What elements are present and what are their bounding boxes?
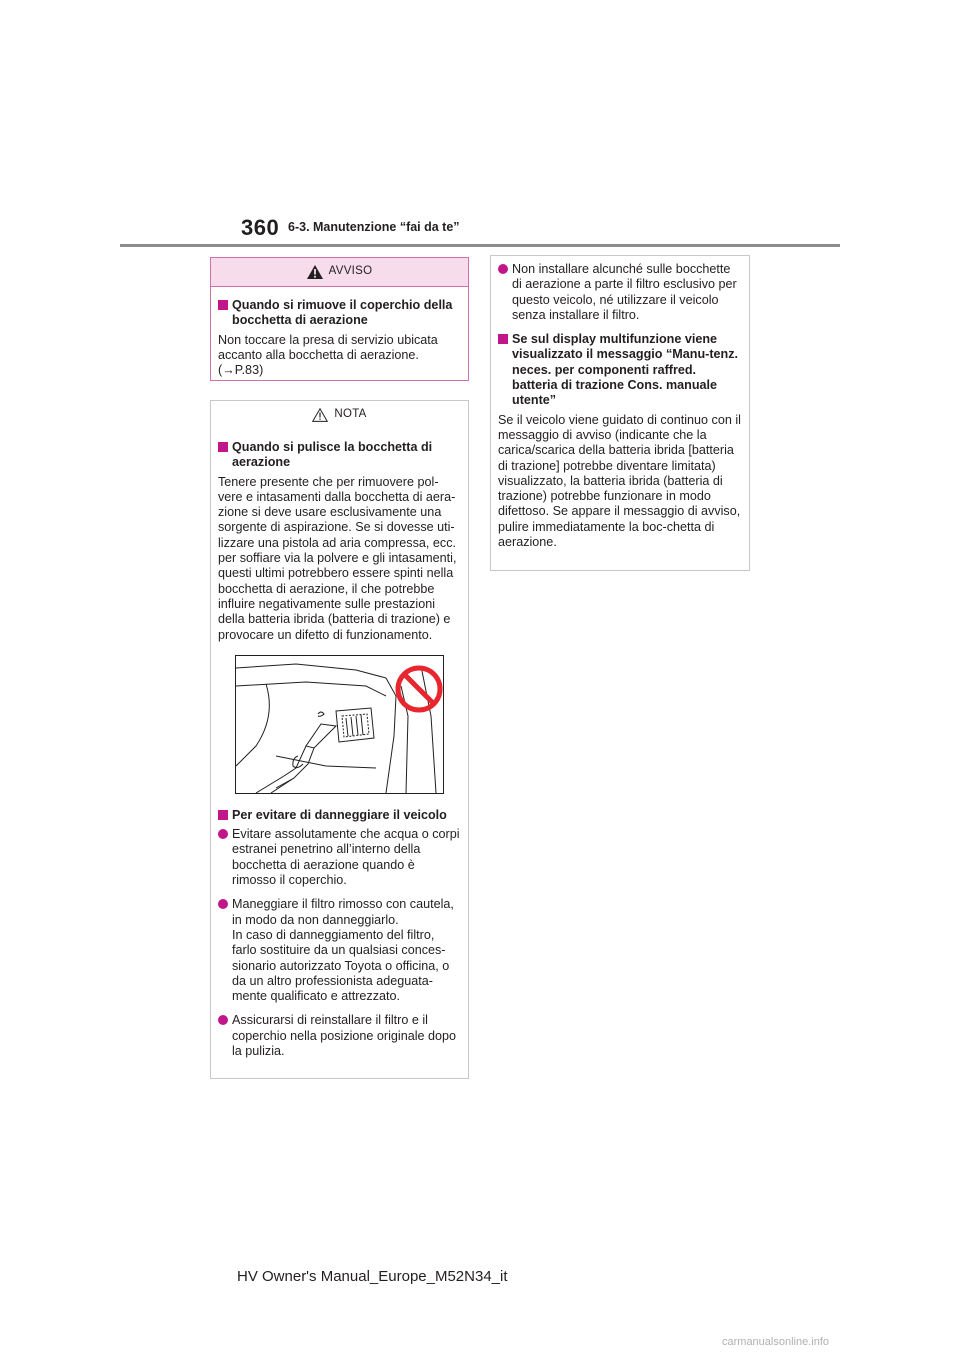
page-number: 360 <box>241 215 280 240</box>
note-heading-cleaning-text: Quando si pulisce la bocchetta di aerazione <box>232 440 433 470</box>
section-title: 6-3. Manutenzione “fai da te” <box>288 220 460 234</box>
warning-box-title: AVVISO <box>328 265 373 278</box>
vent-cleaning-illustration <box>235 655 444 794</box>
round-bullet-icon <box>218 899 228 909</box>
header-divider <box>120 244 840 247</box>
list-item <box>218 1013 461 1059</box>
page-reference: (→P.83) <box>218 363 264 378</box>
list-item-text: Non installare alcunché sulle bocchette di aerazione a parte il filtro esclusivo per questo veicolo, né utilizzare il veicolo senza installare il filtro. <box>512 262 737 322</box>
warning-box-header <box>211 258 468 287</box>
note-box <box>210 400 469 1079</box>
square-bullet-icon <box>498 334 508 344</box>
note-paragraph-cleaning: Tenere presente che per rimuovere pol-vere e intasamenti dalla bocchetta di aera-zione si deve usare esclusivamente una sorgente di aspirazione. Se si dovesse uti-lizzare una pistola ad aria compressa, ecc. per soffiare via la polvere e gli intasamenti, questi ultimi potrebbero essere spinti nella bocchetta di aerazione, il che potrebbe influire negativamente sulle prestazioni della batteria ibrida (batteria di trazione) e provocare un difetto di funzionamento. <box>218 474 457 642</box>
square-bullet-icon <box>218 442 228 452</box>
watermark: carmanualsonline.info <box>722 1336 830 1348</box>
square-bullet-icon <box>218 300 228 310</box>
list-item <box>218 827 461 888</box>
message-heading-text: Se sul display multifunzione viene visualizzato il messaggio “Manu-tenz. neces. per componenti raffred. batteria di trazione Cons. manuale utente” <box>512 332 739 408</box>
manual-footer: HV Owner's Manual_Europe_M52N34_it <box>237 1268 508 1285</box>
warning-text-main: Non toccare la presa di servizio ubicata accanto alla bocchetta di aerazione. <box>218 332 438 362</box>
note-heading-cleaning <box>218 440 461 471</box>
continued-note-box <box>490 255 750 571</box>
note-box-header <box>211 401 468 429</box>
round-bullet-icon <box>218 829 228 839</box>
round-bullet-icon <box>498 264 508 274</box>
message-paragraph: Se il veicolo viene guidato di continuo con il messaggio di avviso (indicante che la carica/scarica della batteria ibrida [batteria di trazione] potrebbe diventare limitata) visualizzato, la batteria ibrida (batteria di trazione) potrebbe funzionare in modo difettoso. Se appare il messaggio di avviso, pulire immediatamente la boc-chetta di aerazione. <box>498 412 741 550</box>
note-box-title: NOTA <box>334 408 367 421</box>
warning-heading <box>218 298 461 329</box>
warning-heading-text: Quando si rimuove il coperchio della bocchetta di aerazione <box>232 298 453 328</box>
warning-triangle-icon <box>307 265 323 279</box>
warning-text <box>218 333 461 379</box>
round-bullet-icon <box>218 1015 228 1025</box>
warning-box <box>210 257 469 381</box>
message-heading <box>498 332 742 408</box>
list-item-text: Assicurarsi di reinstallare il filtro e il coperchio nella posizione originale dopo la pulizia. <box>232 1013 457 1059</box>
list-item <box>498 262 742 323</box>
list-item-text: Evitare assolutamente che acqua o corpi estranei penetrino all’interno della bocchetta di aerazione quando è rimosso il coperchio. <box>232 827 460 888</box>
list-item-text: Maneggiare il filtro rimosso con cautela, in modo da non danneggiarlo. In caso di danneggiamento del filtro, farlo sostituire da un qualsiasi conces-sionario autorizzato Toyota o officina, o da un altro professionista adeguata-mente qualificato e attrezzato. <box>232 897 454 1004</box>
square-bullet-icon <box>218 810 228 820</box>
list-item <box>218 897 461 1004</box>
note-heading-damage-text: Per evitare di danneggiare il veicolo <box>232 807 447 822</box>
caution-outline-icon <box>312 408 328 422</box>
note-heading-damage <box>218 808 461 823</box>
